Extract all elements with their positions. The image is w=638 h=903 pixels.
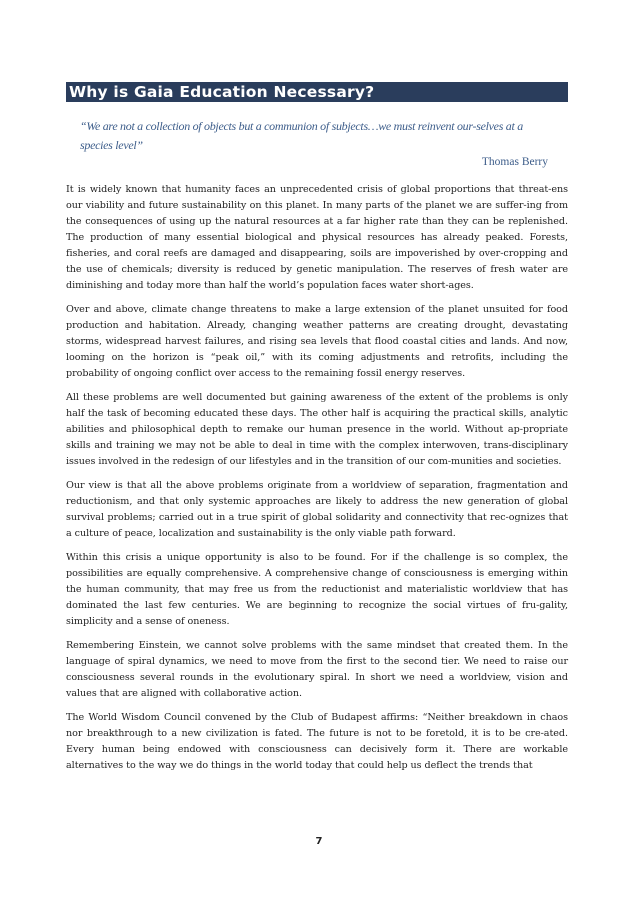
paragraph: Within this crisis a unique opportunity is also to be found. For if the challenge is so complex, the possibilities are equally comprehensive. A comprehensive change of consciousness is emerging within the human community, that may free us from the reductionist and materialistic worldview that has dominated the last few centuries. We are beginning to recognize the social virtues of fru-gality, simplicity and a sense of oneness. bbox=[66, 552, 568, 627]
paragraph: All these problems are well documented but gaining awareness of the extent of the problems is only half the task of becoming educated these days. The other half is acquiring the practical skills, analytic abilities and philosophical depth to remake our human presence in the world. Without ap-propriate skills and training we may not be able to deal in time with the complex interwoven, trans-disciplinary issues involved in the redesign of our lifestyles and in the transition of our com-munities and societies. bbox=[66, 392, 568, 467]
epigraph-quote: “We are not a collection of objects but a communion of subjects…we must reinvent our-selves at a species level” bbox=[80, 119, 523, 152]
section-heading-bar bbox=[66, 82, 568, 102]
paragraph: The World Wisdom Council convened by the Club of Budapest affirms: “Neither breakdown in chaos nor breakthrough to a new civilization is fated. The future is not to be foretold, it is to be cre-ated. Every human being endowed with consciousness can decisively form it. There are workable alternatives to the way we do things in the world today that could help us deflect the trends that bbox=[66, 712, 568, 771]
paragraph: Over and above, climate change threatens to make a large extension of the planet unsuited for food production and habitation. Already, changing weather patterns are creating drought, devastating storms, widespread harvest failures, and rising sea levels that flood coastal cities and lands. And now, looming on the horizon is “peak oil,” with its coming adjustments and retrofits, including the probability of ongoing conflict over access to the remaining fossil energy reserves. bbox=[66, 304, 568, 379]
quote-attribution: Thomas Berry bbox=[481, 156, 548, 168]
body-text bbox=[66, 182, 568, 782]
paragraph: Remembering Einstein, we cannot solve problems with the same mindset that created them. In the language of spiral dynamics, we need to move from the first to the second tier. We need to raise our consciousness several rounds in the evolutionary spiral. In short we need a worldview, vision and values that are aligned with collaborative action. bbox=[66, 640, 568, 699]
paragraph: It is widely known that humanity faces an unprecedented crisis of global proportions that threat-ens our viability and future sustainability on this planet. In many parts of the planet we are suffer-ing from the consequences of using up the natural resources at a far higher rate than they can be replenished. The production of many essential biological and physical resources has already peaked. Forests, fisheries, and coral reefs are damaged and disappearing, soils are impoverished by over-cropping and the use of chemicals; diversity is reduced by genetic manipulation. The reserves of fresh water are diminishing and today more than half the world’s population faces water short-ages. bbox=[66, 184, 568, 291]
section-heading: Why is Gaia Education Necessary? bbox=[69, 83, 375, 101]
paragraph: Our view is that all the above problems originate from a worldview of separation, fragmentation and reductionism, and that only systemic approaches are likely to address the new generation of global survival problems; carried out in a true spirit of global solidarity and connectivity that rec-ognizes that a culture of peace, localization and sustainability is the only viable path forward. bbox=[66, 480, 568, 539]
page-number: 7 bbox=[315, 836, 323, 847]
